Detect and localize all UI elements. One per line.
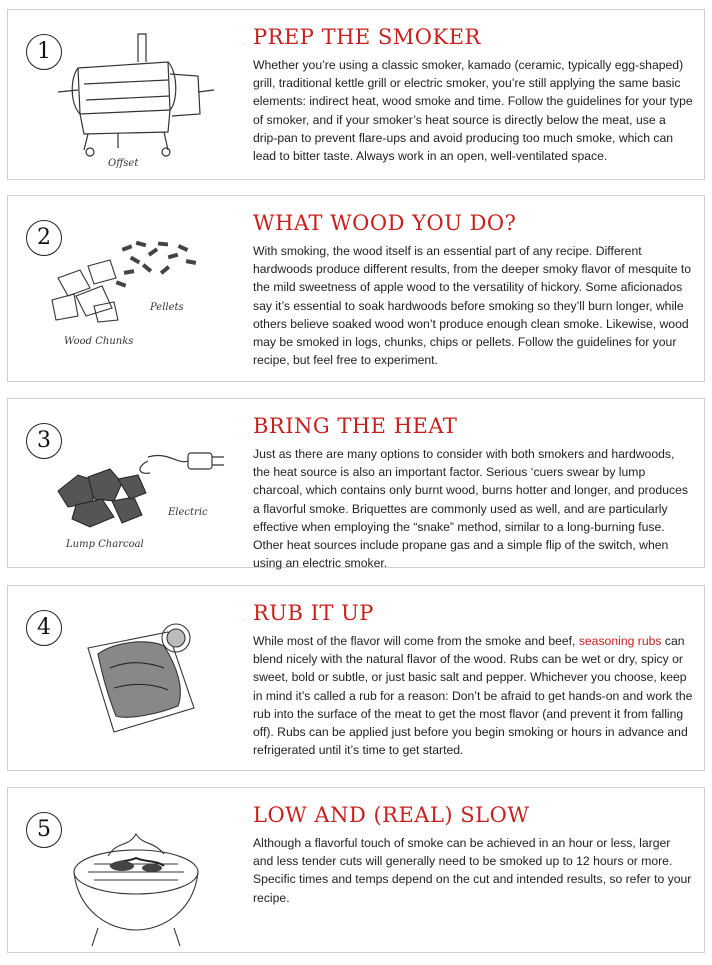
step-body: [253, 632, 693, 759]
step-content: [253, 802, 693, 907]
offset-smoker-illustration: [18, 22, 248, 182]
step-body: Although a flavorful touch of smoke can be achieved in an hour or less, larger and less tender cuts will generally need to be smoked up to 12 hours or more. Specific times and temps depend on the cut and intended results, so refer to your recipe.: [253, 836, 692, 905]
step-number-badge: 5: [26, 812, 62, 848]
step-title: LOW AND (REAL) SLOW: [253, 803, 530, 827]
step-title: WHAT WOOD YOU DO?: [253, 211, 517, 235]
step-content: [253, 413, 693, 572]
caption-offset: Offset: [108, 158, 139, 169]
caption-pellets: Pellets: [150, 302, 184, 313]
body-text-before: While most of the flavor will come from the smoke and beef,: [253, 634, 579, 648]
step-card-2: [7, 195, 705, 382]
step-body: Whether you’re using a classic smoker, kamado (ceramic, typically egg-shaped) grill, traditional kettle grill or electric smoker, you’re still applying the same basic elements: indirect heat, wood smoke and time. Follow the guidelines for your type of smoker, and if your smoker’s heat source is directly below the meat, use a drip-pan to prevent flare-ups and avoid producing too much smoke, which can lead to bitter taste. Always work in an open, well-ventilated space.: [253, 58, 693, 164]
meat-rub-sketch: [18, 598, 248, 758]
step-content: [253, 210, 693, 369]
caption-electric: Electric: [168, 507, 208, 518]
offset-smoker-sketch: [18, 22, 248, 182]
step-card-1: [7, 9, 705, 180]
body-text-after: can blend nicely with the natural flavor of the wood. Rubs can be wet or dry, spicy or sweet, bold or subtle, or just basic salt and pepper. Whichever you choose, keep in mind it’s called a rub for a reason: Don’t be afraid to get hands-on and work the rub into the surface of the meat to get the most flavor (and prevent it from falling off). Rubs can be applied just before you begin smoking or hours in advance and refrigerated until it’s time to get started.: [253, 634, 693, 758]
charcoal-plug-sketch: [18, 411, 248, 571]
step-card-3: [7, 398, 705, 571]
wood-illustration: [18, 208, 248, 368]
wood-sketch: [18, 208, 248, 368]
kettle-grill-sketch: [18, 800, 248, 960]
step-card-5: [7, 787, 705, 953]
caption-wood-chunks: Wood Chunks: [64, 336, 134, 347]
caption-lump-charcoal: Lump Charcoal: [66, 539, 144, 550]
rub-illustration: [18, 598, 248, 758]
seasoning-rubs-link[interactable]: seasoning rubs: [578, 634, 662, 648]
step-body: With smoking, the wood itself is an essential part of any recipe. Different hardwoods produce different results, from the deeper smoky flavor of mesquite to the mild sweetness of apple wood to the versatility of hickory. Some aficionados say it’s essential to soak hardwoods before smoking so they’ll burn longer, while others believe soaked wood won’t produce enough clean smoke. Likewise, wood may be smoked in logs, chunks, chips or pellets. Follow the guidelines for your recipe, but feel free to experiment.: [253, 244, 692, 368]
heat-illustration: [18, 411, 248, 571]
step-content: [253, 24, 693, 165]
step-number-badge: 2: [26, 220, 62, 256]
step-content: [253, 600, 693, 759]
step-title: PREP THE SMOKER: [253, 25, 481, 49]
step-number-badge: 1: [26, 34, 62, 70]
step-number-badge: 3: [26, 423, 62, 459]
grill-illustration: [18, 800, 248, 960]
step-number-badge: 4: [26, 610, 62, 646]
step-title: RUB IT UP: [253, 601, 374, 625]
step-body: Just as there are many options to consider with both smokers and hardwoods, the heat source is also an important factor. Serious ‘cuers swear by lump charcoal, which contains only burnt wood, burns hotter and longer, and produces a flavorful smoke. Briquettes are commonly used as well, and are particularly effective when employing the “snake” method, similar to a long-burning fuse. Other heat sources include propane gas and a simple flip of the switch, when using an electric smoker.: [253, 447, 688, 571]
step-card-4: [7, 585, 705, 771]
step-title: BRING THE HEAT: [253, 414, 458, 438]
